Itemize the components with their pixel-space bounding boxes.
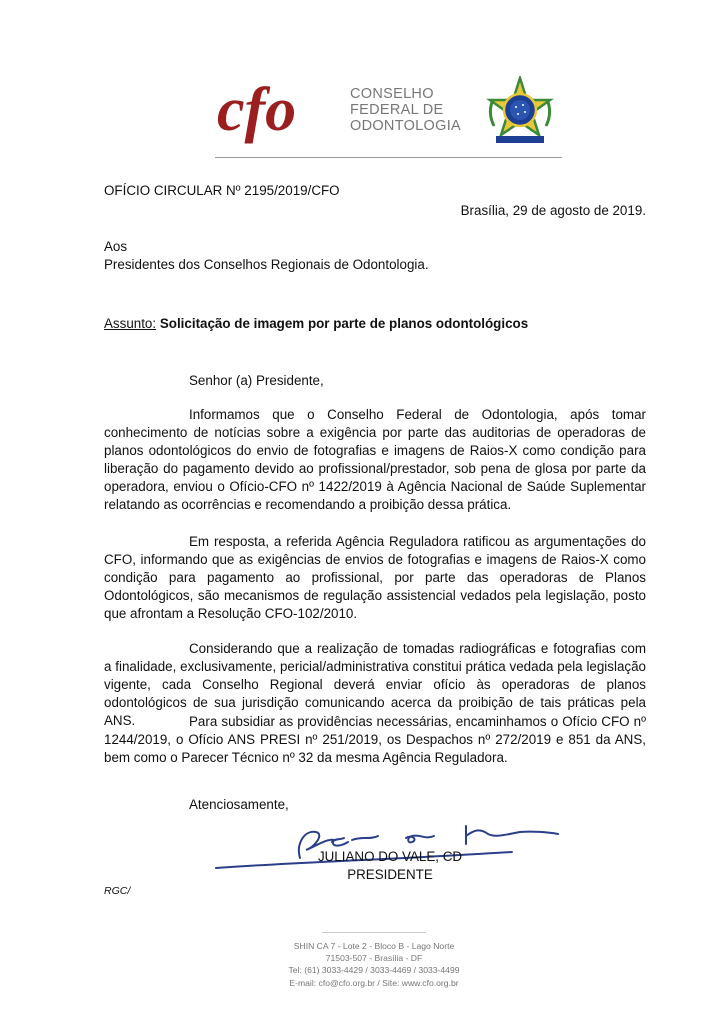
letter-date: Brasília, 29 de agosto de 2019. [460,203,646,218]
body-paragraph-4: Para subsidiar as providências necessárias, encaminhamos o Ofício CFO nº 1244/2019, o Ofício ANS PRESI nº 251/2019, os Despachos nº 272/2019 e 851 da ANS, bem como o Parecer Técnico nº 32 da mesma Agência Reguladora. [104,714,646,765]
institution-line-3: ODONTOLOGIA [350,118,461,134]
cfo-logo [215,70,345,150]
body-paragraph-1: Informamos que o Conselho Federal de Odontologia, após tomar conhecimento de notícias sobre a exigência por parte das auditorias de operadoras de planos odontológicos do envio de fotografias e imagens de Raios-X como condição para liberação do pagamento devido ao profissional/prestador, sob pena de glosa por parte da operadora, enviou o Ofício-CFO nº 1422/2019 à Agência Nacional de Saúde Suplementar relatando as ocorrências e recomendando a proibição dessa prática. [104,407,646,512]
closing: Atenciosamente, [189,797,289,812]
addressee-line-1: Aos [104,239,128,254]
institution-line-2: FEDERAL DE [350,102,444,118]
cfo-logo-text: cfo [217,76,297,144]
institution-name [350,86,461,134]
footer-address [262,940,486,989]
institution-line-1: CONSELHO [350,86,434,102]
footer-divider [322,932,426,933]
signer-title: PRESIDENTE [347,867,433,882]
subject-label: Assunto: [104,316,157,331]
salutation: Senhor (a) Presidente, [189,373,324,388]
letter-reference: OFÍCIO CIRCULAR Nº 2195/2019/CFO [104,183,340,198]
footer-line-phone: Tel: (61) 3033-4429 / 3033-4469 / 3033-4499 [288,965,460,976]
brazil-coat-of-arms-icon [485,76,555,148]
signature-block [300,848,480,884]
body-paragraph-2: Em resposta, a referida Agência Reguladora ratificou as argumentações do CFO, informando que as exigências de envios de fotografias e imagens de Raios-X como condição para pagamento ao profissional, por parte das operadoras de Planos Odontológicos, são mecanismos de regulação assistencial vedados pela legislação, posto que afrontam a Resolução CFO-102/2010. [104,534,646,621]
header-divider [215,157,562,158]
addressee-line-2: Presidentes dos Conselhos Regionais de Odontologia. [104,257,429,272]
body-paragraph-3: Considerando que a realização de tomadas radiográficas e fotografias com a finalidade, exclusivamente, pericial/administrativa constitui prática vedada pela legislação vigente, cada Conselho Regional deverá enviar ofício às operadoras de planos odontológicos de sua jurisdição comunicando acerca da proibição de tais práticas pela ANS. [104,641,646,728]
subject-text: Solicitação de imagem por parte de planos odontológicos [159,316,529,331]
signer-name: JULIANO DO VALE, CD [317,849,463,864]
typist-initials: RGC/ [104,885,131,897]
letterhead [215,70,565,158]
footer-line-address: SHIN CA 7 - Lote 2 - Bloco B - Lago Norte [293,941,455,951]
footer-line-contact: E-mail: cfo@cfo.org.br / Site: www.cfo.org.br [289,977,459,988]
footer-line-city: 71503-507 - Brasília - DF [325,953,423,964]
subject-line [104,315,528,333]
